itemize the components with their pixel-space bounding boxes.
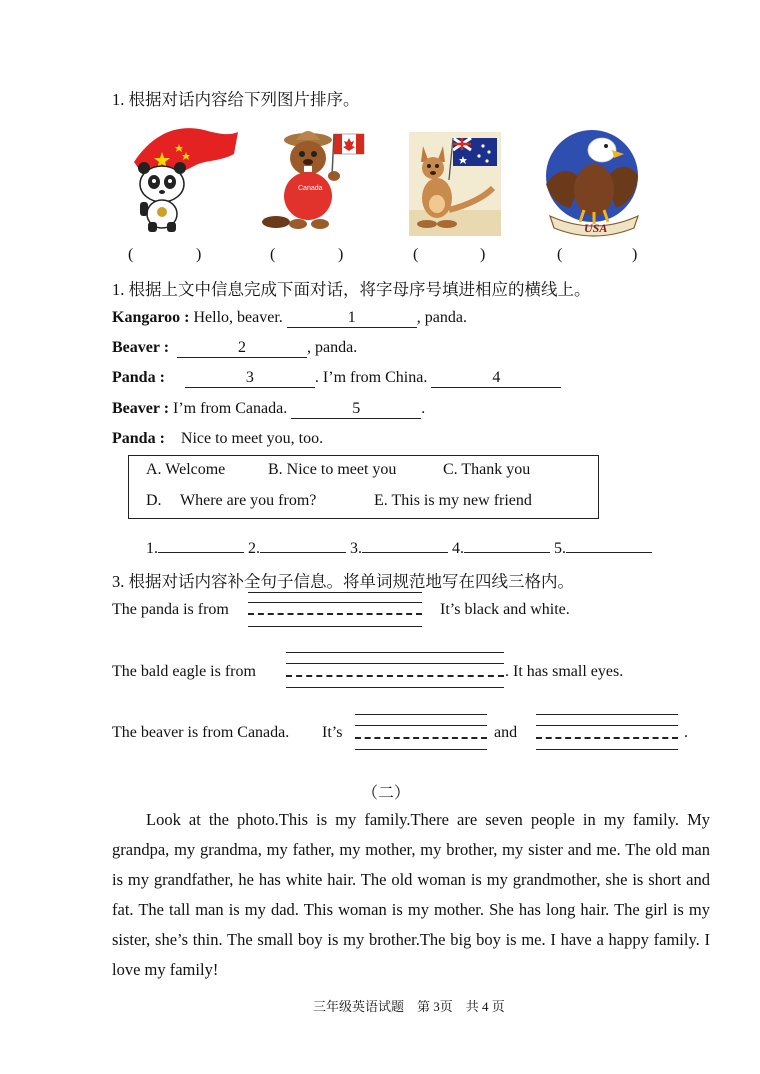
- sentence-3-start: The beaver is from Canada.: [112, 724, 290, 741]
- sentence-1-start: The panda is from: [112, 601, 229, 618]
- dialogue-text: Nice to meet you, too.: [180, 430, 324, 447]
- dialogue-line-1: [112, 309, 467, 328]
- dialogue-blank-2[interactable]: 2: [177, 339, 307, 358]
- option-e: E. This is my new friend: [374, 492, 532, 509]
- kangaroo-australia-flag-picture: [409, 132, 501, 236]
- sentence-3-period: .: [684, 724, 688, 741]
- dialogue-text: , panda.: [307, 339, 358, 356]
- speaker: Panda :: [112, 369, 165, 386]
- answer-blank-1[interactable]: [158, 552, 244, 553]
- page-footer: 三年级英语试题 第 3页 共 4 页: [313, 999, 505, 1014]
- passage-text: Look at the photo.This is my family.There are seven people in my family. My grandpa, my grandma, my father, my mother, my brother, my sister and me. The old man is my grandfather, he has white hair. The old woman is my grandmother, she is short and fat. The tall man is my dad. This woman is my mother. She has long hair. The girl is my sister, she’s thin. The small boy is my brother.The big boy is me. I have a happy family. I love my family!: [112, 810, 710, 979]
- dialogue-line-2: [112, 339, 357, 358]
- answer-blank-5[interactable]: [566, 552, 652, 553]
- four-line-writing-box-4[interactable]: [536, 714, 678, 750]
- reading-passage: [112, 805, 710, 985]
- dialogue-blank-3[interactable]: 3: [185, 369, 315, 388]
- option-a: A. Welcome: [146, 461, 226, 478]
- answer-label: 2.: [248, 540, 260, 557]
- dialogue-line-5: [112, 430, 323, 448]
- sentence-2-start: The bald eagle is from: [112, 663, 256, 680]
- panda-china-flag-picture: [124, 122, 242, 234]
- option-d-letter: D.: [146, 492, 162, 509]
- sentence-1-end: It’s black and white.: [440, 601, 570, 618]
- speaker: Beaver :: [112, 339, 170, 356]
- four-line-writing-box-2[interactable]: [286, 652, 504, 688]
- answer-label: 5.: [554, 540, 566, 557]
- sentence-3-its: It’s: [322, 724, 343, 741]
- answer-blank-3[interactable]: [362, 552, 448, 553]
- dialogue-blank-5[interactable]: 5: [291, 400, 421, 419]
- answer-label: 3.: [350, 540, 362, 557]
- sentence-2-end: . It has small eyes.: [505, 663, 624, 680]
- four-line-writing-box-3[interactable]: [355, 714, 487, 750]
- dialogue-text: I’m from Canada.: [169, 400, 292, 417]
- answer-blank-4[interactable]: [464, 552, 550, 553]
- option-b: B. Nice to meet you: [268, 461, 397, 478]
- shirt-text: Canada: [298, 185, 323, 192]
- q3-title: 3. 根据对话内容补全句子信息。将单词规范地写在四线三格内。: [112, 572, 574, 591]
- dialogue-line-3: [112, 369, 561, 388]
- dialogue-blank-1[interactable]: 1: [287, 309, 417, 328]
- q1-title: 1. 根据对话内容给下列图片排序。: [112, 90, 360, 109]
- q2-title: 1. 根据上文中信息完成下面对话，将字母序号填进相应的横线上。: [112, 280, 591, 299]
- speaker: Panda :: [112, 430, 165, 447]
- dialogue-text: , panda.: [416, 309, 467, 326]
- dialogue-blank-4[interactable]: 4: [431, 369, 561, 388]
- eagle-usa-picture: [540, 124, 648, 240]
- dialogue-text: Hello, beaver.: [189, 309, 287, 326]
- dialogue-text: . I’m from China.: [314, 369, 432, 386]
- speaker: Kangaroo :: [112, 309, 190, 326]
- speaker: Beaver :: [112, 400, 170, 417]
- answer-label: 1.: [146, 540, 158, 557]
- option-d: Where are you from?: [180, 492, 317, 509]
- option-c: C. Thank you: [443, 461, 531, 478]
- answer-blank-2[interactable]: [260, 552, 346, 553]
- four-line-writing-box-1[interactable]: [248, 592, 422, 628]
- section-heading: （二）: [362, 785, 411, 802]
- dialogue-line-4: [112, 400, 425, 419]
- answer-label: 4.: [452, 540, 464, 557]
- answer-row: [146, 540, 652, 558]
- sentence-3-and: and: [494, 724, 518, 741]
- beaver-canada-flag-picture: [262, 124, 372, 236]
- usa-badge-text: USA: [584, 221, 608, 235]
- dialogue-text: .: [421, 400, 426, 417]
